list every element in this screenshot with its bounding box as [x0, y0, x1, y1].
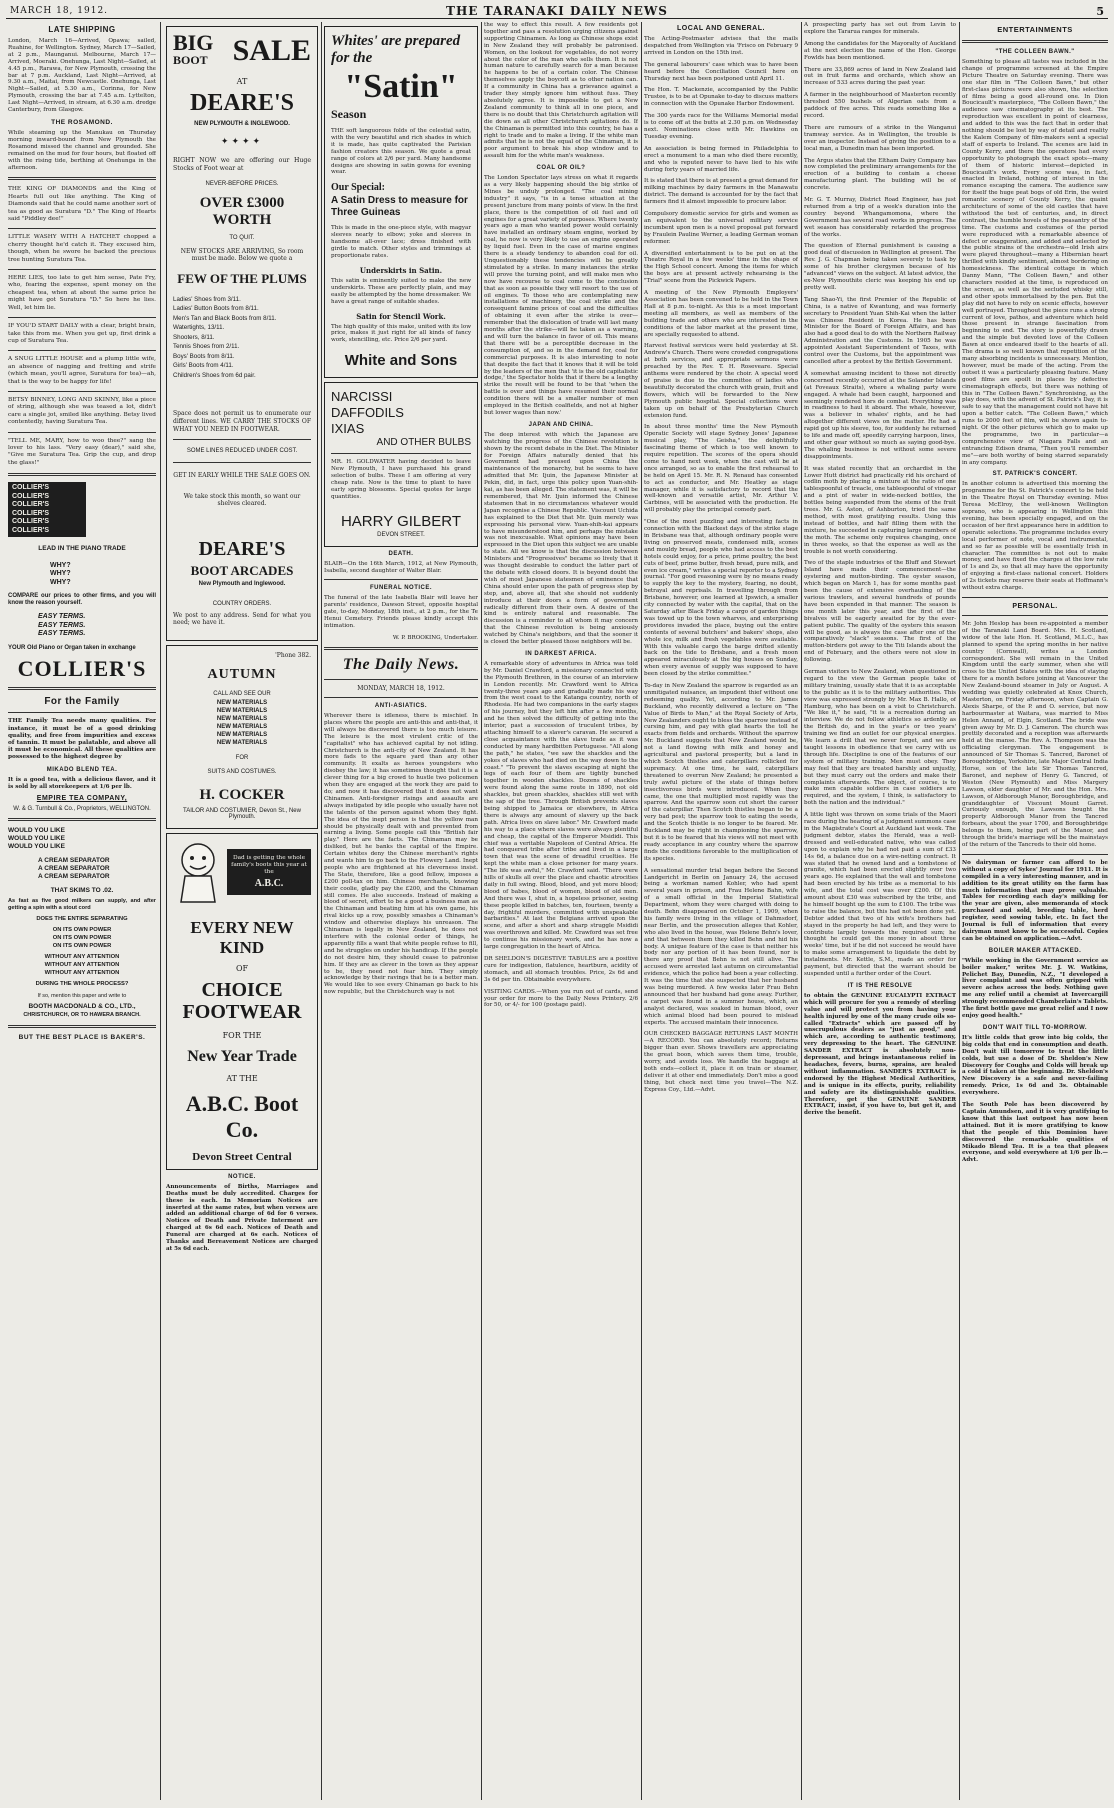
column-4 — [484, 22, 638, 1802]
plum-item: Boys' Boots from 8/11. — [173, 352, 235, 360]
without-attention-line: WITHOUT ANY ATTENTION — [44, 954, 120, 961]
colliers-lead: LEAD IN THE PIANO TRADE — [38, 545, 126, 553]
suratura-ad-7: "TELL ME, MARY, how to woo thee?" sang the lover to his lass. "Very easy (dear)," said she, "Give me Suratura Tea. Grip the cup, and drop the glass!" — [8, 437, 156, 466]
local-para: OUR CHECKED BAGGAGE RETURNS LAST MONTH—A RECORD. You can absolutely record; Returns bigger than ever. Shows travellers are appreciating the great boon, which saves them time, trouble, worry, and avoids loss. We handle the baggage at both ends—collect it, place it on train or steamer, deliver it at other end immediately. Don't miss a good thing, but check next time you travel—The N.Z. Express Coy., Ltd.—Advt. — [644, 1031, 798, 1093]
local-para: The question of Eternal punishment is causing a good deal of discussion in Wellington at present. The Rev. J. G. Chapman being taken severely to task by some of his brother clergymen because of his "advanced" views on the subject. At latest advice, the ex-New Plymouthite cleric was keeping his end up pretty well. — [804, 243, 956, 291]
few-plums-heading: FEW OF THE PLUMS — [177, 270, 307, 286]
new-materials-line: NEW MATERIALS — [216, 699, 268, 706]
st-patrick-heading: ST. PATRICK'S CONCERT. — [992, 471, 1078, 478]
divider — [324, 697, 478, 698]
sykes-journal-advert: No dairyman or farmer can afford to be without a copy of Sykes' Journal for 1911. It is compiled in a very interesting manner, and in addition to its great utility on the farm has much information that may prove valuable. Tables for recording each day's milking for the year are given, also memoranda of stock purchased and sold, breeding table, herd register, seed sowing table, etc. In fact the Journal is full of information that every dairyman must know to be successful. Copies can be obtained on application.—Advt. — [962, 859, 1108, 942]
stock-text: We take stock this month, so want our shelves cleared. — [183, 493, 301, 508]
boot-arcades: BOOT ARCADES — [190, 563, 294, 579]
suits-costumes: SUITS AND COSTUMES. — [207, 768, 277, 775]
without-attention-line: WITHOUT ANY ATTENTION — [44, 962, 120, 969]
country-orders: COUNTRY ORDERS. — [212, 601, 272, 608]
divider — [962, 854, 1108, 855]
satin-dress-heading: A Satin Dress to measure for Three Guineas — [331, 195, 468, 219]
funeral-heading: FUNERAL NOTICE. — [369, 585, 433, 592]
our-special: Our Special: — [331, 182, 385, 194]
plum-item: Watertights, 13/11. — [173, 324, 225, 332]
local-para: German visitors to New Zealand, when questioned in regard to the view the German people take of military training, usually state that it is as acceptable to the public as it is to the military authorities. This view was expressed strongly by Mr. Max B. Hallo, of Hamburg, who has been on a visit to Christchurch. "We like it," he said, "it is a recreation during an interview. We do not follow athletics so ardently as the British do, and in the year's or two years' training we find an outlet for our physical energies. We learn a drill that we never forget, and we are taught lessons in obedience that we carry with us through life. Discipline is one of the features of our system of military training. Men must obey. They may feel that they are treated harshly and unjustly, but they must carry out the orders and make their complaints afterwards. The object, of course, is to make men capable soldiers in case soldiers are required, and the system, I think, is satisfactory to both the nation and the individual." — [804, 669, 956, 807]
column-7 — [962, 22, 1108, 1802]
resolve-heading: IT IS THE RESOLVE — [847, 982, 913, 989]
anti-asiatics-text: Wherever there is idleness, there is mischief. In places where the people are anti-this and anti-that, it will always be discovered there is too much leisure. The leisure is the most virulent critic of the "capitalist" who has achieved capital by not idling. Christchurch is the anti-city of New Zealand. It has more fads to the square yard than any other community. It exalts as heroes youngsters who disobey the law; it has sometimes thought that it is a clever thing for a big crowd to hustle two policemen when they are engaged at the work they are paid to do; and now it has discovered that it does not want Chinamen. Anti-foreigner risings and assaults are always instigated by idle people who usually have not the talents of the person against whom they fight. The idea of the inept person is that the yellow man should be physically dealt with and prevented from earning a living. Some people call this "British fair play." Here are the facts. The Chinaman may be disliked, but he banks the capital of the Empire. Certain whites deny the Chinese merchant's rights and wants him to go back to the Flowery Land. Inept people who are frightened at his cleverness insist. The State, therefore, like a good fellow, imposes a £200 poll-tax on him. Chinese merchants, knowing their coolie, gladly pay the £200, and the Chinaman still comes. He also succeeds. Instead of making a blood of secret, effort to be a good a business man as the Chinaman and beating him at his own game, his rival kicks up a row, possibly smashes a Chinaman's window and otherwise displays his unreason. The Chinaman is legally in New Zealand, he does not interfere with the colonial order of things, he apparently fills a want that white people refuse to fill, and he struggles on under his handicap. If the people do not desire him, they should cease to patronise him. If they are as clever in the town as they appear to be, they need not fear him. They simply acknowledge by their ravings that he is a better man. We would like to see every Chinaman go back to his now republic, but the Christchurch way is not — [324, 713, 478, 996]
space-text: Space does not permit us to enumerate our different lines. WE CARRY THE STOCKS OF WHAT YOU NEED IN FOOTWEAR. — [173, 410, 311, 434]
divider — [8, 317, 156, 318]
big-boot-sale-ad — [166, 26, 318, 641]
boiler-maker-text: "While working in the Government service as boiler maker," writes Mr. J. W. Watkins, Pelichet Bay, Dunedin, N.Z., "I developed a liver complaint and was often gripped with severe aches across the body. Nothing gave me any relief until a chemist at Invercargill strongly recommended Chamberlain's Tablets. The first bottle gave me great relief and I now enjoy good health." — [962, 957, 1108, 1019]
local-para: It is stated that there is at present a great demand for milking machines by dairy farmers in the Manawatu district. The demand is accounted for by the fact that farmers find it almost impossible to procure labor. — [644, 178, 798, 206]
cream-separator-line: A CREAM SEPARATOR — [38, 857, 110, 865]
rosamond-text: While steaming up the Manukau on Thursday morning inward-bound from New Plymouth the Rosamond missed the channel and grounded. She remained on the mud for four hours, but floated off with the rising tide, berthing at Onehunga in the afternoon. — [8, 129, 156, 171]
easy-terms-line: EASY TERMS. — [38, 613, 86, 620]
deares-location: NEW PLYMOUTH & INGLEWOOD. — [194, 121, 290, 127]
anti-asiatics-continued: the way to effect this result. A few residents got together and pass a resolution urging citizens against supporting Chinamen. As long as Chinese shops exist in New Zealand they will probably be patronised. Women, on the lookout for vegetables, do not worry about the color of the man who sells them. It is not human nature to carefully search for a man because he happens to be of a certain color. The Chinese themselves apply the boycott as to other nation can. If a community in China has a grievance against a trader they simply ignore him without fuss. They absolutely agree. It is impossible to get a New Zealand community to think all in one piece, and there is no doubt that this Christchurch agitation will die down as all other Christchurch agitations do. If the Chinaman is permitted into this country, he has a right to trade and to make a living. If the white man admits that he is not the equal of the Chinaman, it is poor argument to break his shop window and to assault him for the white man's weakness. — [484, 22, 638, 160]
underskirts-heading: Underskirts in Satin. — [359, 265, 443, 275]
dont-wait-heading: DON'T WAIT TILL TO-MORROW. — [982, 1024, 1088, 1031]
to-quit: TO QUIT. — [229, 235, 255, 241]
death-text: BLAIR—On the 16th March, 1912, at New Plymouth, Isabella, second daughter of Walter Blair. — [324, 560, 478, 574]
old-piano-text: YOUR Old Piano or Organ taken in exchange — [8, 644, 136, 651]
would-you-like: WOULD YOU LIKE — [8, 827, 65, 835]
anti-asiatics-heading: ANTI-ASIATICS. — [374, 703, 428, 709]
divider — [962, 615, 1108, 616]
suratura-ad-6: BETSY BINNEY, LONG AND SKINNY, like a piece of string, although she was teased a lot, didn't care a single jot, smiled like anything. Betsy lived contentedly, having Suratura Tea. — [8, 396, 156, 426]
own-power-list — [8, 926, 156, 950]
skims-heading: THAT SKIMS TO .02. — [50, 887, 114, 895]
colliers-line: COLLIER'S — [12, 526, 50, 534]
column-rule — [641, 22, 642, 1800]
suratura-ad-3: HERE LIES, too late to get him sense, Pate Fry, who, fearing the expense, spent money on the cheapest tea, when at about the same price he might have got Suratura "D." So here he lies. Well, let him lie. — [8, 275, 156, 311]
own-power-line: ON ITS OWN POWER — [52, 943, 112, 950]
local-para: Mr. G. T. Murray, District Road Engineer, has just returned from a trip of a week's duration into the country beyond Whangamomona, where the Government has several road works in progress. The wet season has considerably retarded the progress of the works. — [804, 197, 956, 238]
divider — [8, 473, 156, 476]
big-boot-lines — [173, 30, 214, 67]
st-patrick-text: In another column is advertised this morning the programme for the St. Patrick's concert to be held in the Theatre Royal on Thursday evening. Miss Teresa McElroy, the well-known Wellington soprano, who is appearing in Wellington this evening, has been specially engaged, and on the occasion of her first appearance here in addition to operatic selections. The programme includes every local performer of note, vocal and instrumental, and so far as possible will be essentially Irish in character. The committee is not out to make money, and have fixed the charges at the low rate of 1s and 2s, so that all may have the opportunity of enjoying a first-class national concert. Holders of 2s tickets may reserve their seats at Hoffmann's without extra charge. — [962, 481, 1108, 592]
rosamond-heading: THE ROSAMOND. — [51, 118, 113, 126]
funeral-text: The funeral of the late Isabella Blair will leave her parents' residence, Dawson Street, opposite hospital gate, to-day, Monday, 18th inst., at 2 p.m., for the Te Henui Cemetery. Friends please kindly accept this intimation. — [324, 595, 478, 630]
why-line: WHY? — [50, 561, 71, 569]
get-in-early: GET IN EARLY WHILE THE SALE GOES ON. — [173, 472, 311, 480]
plum-item: Shooters, 8/11. — [173, 333, 215, 341]
notice-text: Announcements of Births, Marriages and Deaths must be duly accredited. Charges for these is each. In Memoriam Notices are inserted at the same rates, but when verses are added an additional charge of 6d for 6 verses. Notices of Death and Private Interment are charged at 6s 6d each. Notices of Death and Funeral are charged at 6s each. Notices of Thanks and Bereavement Notices are charged at 5s 6d each. — [166, 1183, 318, 1252]
child-figure-icon — [173, 840, 223, 904]
colliers-name-block — [8, 482, 86, 537]
column-3 — [324, 22, 478, 1802]
masthead — [6, 4, 1108, 19]
empire-tea-heading: EMPIRE TEA COMPANY, — [36, 795, 128, 803]
masthead-date: MARCH 18, 1912. — [10, 6, 109, 16]
plum-item: Ladies' Shoes from 3/11. — [173, 295, 241, 303]
abc-boot-co: A.B.C. Boot Co. — [185, 1090, 299, 1142]
bakers-line: BUT THE BEST PLACE IS BAKER'S. — [18, 1034, 146, 1042]
cream-separator-line: A CREAM SEPARATOR — [38, 873, 110, 881]
never-before-prices: NEVER-BEFORE PRICES. — [205, 181, 279, 187]
during-process: DURING THE WHOLE PROCESS? — [35, 981, 129, 988]
death-heading: DEATH. — [388, 550, 414, 557]
every-new: EVERY NEW — [190, 917, 294, 937]
sheldon-advert: DR SHELDON'S DIGESTIVE TABULES are a positive cure for indigestion, flatulence, heartburn, acidity of stomach, and all stomach troubles. Price, 2s 6d and 3s 6d per tin. Obtainable everywhere. — [484, 956, 638, 983]
right-now-text: RIGHT NOW we are offering our Huge Stocks of Foot wear at — [173, 157, 311, 172]
new-stocks-text: NEW STOCKS ARE ARRIVING, So room must be made. Below we quote a — [180, 248, 304, 262]
divider — [324, 679, 478, 680]
japan-china-heading: JAPAN AND CHINA. — [528, 421, 594, 428]
mikado-text: It is a good tea, with a delicious flavor, and it is sold by all storekeepers at 1/6 per lb. — [8, 776, 156, 790]
colliers-line: COLLIER'S — [12, 484, 50, 492]
late-shipping-heading: LATE SHIPPING — [48, 25, 116, 34]
visiting-cards-advert: VISITING CARDS.—When you run out of cards, send your order for more to the Daily News Printery. 2/6 for 50, or 4/- for 100 (postage paid). — [484, 988, 638, 1009]
plum-item: Men's Tan and Black Boots from 8/11. — [173, 314, 277, 322]
colliers-line: COLLIER'S — [12, 492, 50, 500]
at-word: AT — [236, 77, 248, 86]
choice-word: CHOICE — [201, 978, 283, 1001]
plum-item: Ladies' Button Boots from 8/11. — [173, 305, 259, 313]
local-para: "One of the most puzzling and interesting facts in connection with the Blackest days of the strike stage in Brisbane was that, although ordinary people were living on preserved meats, condensed milk, scones and mouldy bread, people who had access to the best hotels could enjoy, for a price, prime poultry, the best cuts of beef, prime butter, fresh bread, pure milk, and even ice cream," writes a special reporter to a Sydney journal. "For good reasoning were by no means ready to supply the key to the mystery, fearing, no doubt, betrayal and reprisals. In travelling through from Brisbane, however, one learned at Ipswich, a smaller city connected by water with the capital, that on the Saturday after Black Friday a cargo of garden things was towed up to the town wharves, and enterprising providores invaded the place, buying out the entire contents of several butchers' and bakers' shops, also whole ice, milk and fresh vegetables were available. With this valuable cargo the barge drifted silently back on the tide to Brisbane, and a fresh moon appeared miraculously at the big houses on Sunday, when every avenue of supply was supposed to have been closed by the strike committee." — [644, 519, 798, 678]
local-para: It was stated recently that an orchardist in the Lower Hutt district had practically rid his orchard of codlin moth by placing a mixture at the ratio of one tablespoonful of treacle, one tablespoonful of vinegar and a pint of water in wide-necked bottles, the bottles being suspended from the stems of the fruit trees. Mr. G. Aston, of Ashburton, tried the same method, with most gratifying results. Using this instead of bottles, and half filling them with the mixture, he succeeded in capturing large numbers of the moth. The scheme only requires changing, once in three weeks, so that the expense as well as the trouble is not worth considering. — [804, 465, 956, 555]
local-para: The general labourers' case which was to have been heard before the Conciliation Council here on Thursday next has been postponed until April 11. — [644, 61, 798, 82]
skims-text: As fast as five good milkers can supply, and after getting a spin with a stout cord — [8, 898, 156, 912]
for-family-heading: For the Family — [44, 696, 120, 708]
column-6 — [804, 22, 956, 1802]
of-word: OF — [235, 963, 249, 973]
personal-heading: PERSONAL. — [1012, 602, 1058, 610]
local-para: An association is being formed in Philadelphia to erect a monument to a man who died there recently, and who is reputed never to have lied to his wife during forty years of married life. — [644, 145, 798, 173]
why-list — [50, 562, 156, 588]
suratura-ad-1: THE KING OF DIAMONDS and the King of Hearts full out like anything. The King of Diamonds said that he could name another sort of tea as good as Suratura "D." The King of Hearts said "Piddley dee!" — [8, 186, 156, 223]
whites-satin-ad — [324, 26, 478, 378]
at-the: AT THE — [226, 1073, 258, 1083]
reduced-under-cost: SOME LINES REDUCED UNDER COST. — [186, 448, 298, 455]
divider — [8, 1025, 156, 1028]
new-materials-line: NEW MATERIALS — [216, 715, 268, 722]
local-para: Among the candidates for the Mayoralty of Auckland at the next election the name of the Hon. George Fowlds has been mentioned. — [804, 40, 956, 61]
column-2 — [166, 22, 318, 1802]
abc-small: A.B.C. — [254, 877, 284, 889]
local-para: There are 33,869 acres of land in New Zealand laid out in fruit farms and orchards, which show an increase of 533 acres during the past year. — [804, 66, 956, 87]
colliers-line: COLLIER'S — [12, 509, 50, 517]
column-1 — [8, 22, 156, 1802]
local-para: A farmer in the neighbourhood of Masterton recently threshed 550 bushels of Algerian oats from a paddock of five acres. This reads something like a record. — [804, 92, 956, 119]
local-para: The 300 yards race for the Williams Memorial medal is to come off at the butts at 2.30 p.m. on Wednesday next. Nominations close with Mr. Hawkins on Tuesday evening. — [644, 113, 798, 140]
new-materials-line: NEW MATERIALS — [216, 707, 268, 714]
dad-text: Dad is getting the whole family's boots this year at the — [231, 854, 307, 875]
mention-paper: If so, mention this paper and write to — [37, 993, 127, 1000]
colleen-heading: "THE COLLEEN BAWN." — [995, 49, 1075, 55]
divider — [8, 687, 156, 690]
daily-news-flag: The Daily News. — [342, 656, 460, 673]
satin-word: "Satin" — [344, 68, 458, 105]
abc-boot-ad — [166, 833, 318, 1170]
new-materials-list — [173, 699, 311, 747]
arcades-location: New Plymouth and Inglewood. — [198, 581, 286, 588]
white-and-sons: White and Sons — [344, 352, 458, 370]
local-para: Two of the staple industries of the Bluff and Stewart Island have made their commencement—the oystering and mutton-birding. The oyster season, which began on March 1, has for some months past been the cause of extensive overhauling of the various trawlers, and several hundreds of pounds have been expended in that manner. The season is one month later this year, and the first of the bivalves will be eagerly awaited for by the ever-patient public. The quality of the oysters this season will be good, as is always the case after one of the comparatively "slack" seasons. The first of the mutton-birders got away to the Titi Islands about the end of February, and the others were not slow in following. — [804, 560, 956, 664]
south-pole-advert: The South Pole has been discovered by Captain Amundsen, and it is very gratifying to know that this last outpost has now been attained. But it is more gratifying to know that the people of this Dominion have discovered the remarkable qualities of Mikado Blend Tea. It is a tea that pleases everyone, and sold everywhere at 1/6 per lb.—Advt. — [962, 1102, 1108, 1164]
divider — [962, 40, 1108, 43]
dad-bubble — [227, 849, 311, 895]
page-number: 5 — [1096, 5, 1104, 18]
suratura-ad-4: IF YOU'D START DAILY with a clear, bright brain, take this from me. When you get up, first drink a cup of Suratura Tea. — [8, 323, 156, 344]
other-bulbs: AND OTHER BULBS — [376, 437, 471, 449]
colliers-line: COLLIER'S — [12, 501, 50, 509]
mikado-heading: MIKADO BLEND TEA. — [46, 766, 118, 773]
footwear-word: FOOTWEAR — [182, 1000, 302, 1023]
local-para: There are rumours of a strike in the Wanganui tramway service. As in Wellington, the trouble is over an inspector. Instead of giving the position to a local man, a Dunedin man has been imported. — [804, 124, 956, 152]
cocker-subtitle: TAILOR AND COSTUMIER, Devon St., New Plymouth. — [183, 807, 301, 820]
empire-tea-proprietors: W. & G. Turnbull & Co., Proprietors, WELLINGTON. — [13, 806, 151, 813]
deares-name-2: DEARE'S — [198, 538, 286, 561]
bulbs-ad — [324, 382, 478, 546]
boot-word: BOOT — [173, 53, 208, 67]
own-power-line: ON ITS OWN POWER — [52, 927, 112, 934]
underskirts-text: This satin is eminently suited to make the new underskirts. These are perfectly plain, and may easily be attempted by the home dressmaker. We have a great range of suitable shades. — [331, 277, 471, 305]
colliers-logo: COLLIER'S — [17, 656, 147, 682]
local-para: A prospecting party has set out from Levin to explore the Tararua ranges for minerals. — [804, 22, 956, 35]
boiler-maker-heading: BOILER MAKER ATTACKED. — [988, 947, 1082, 954]
local-para: In about three months' time the New Plymouth Operatic Society will stage Sydney Jones' Japanese musical play, "The Geisha," the delightfully fascinating theme of which is too well known to require repetition. The scores of the opera should come to hand next week, when the cast will be at once arranged, so as to enable the first rehearsal to be held on April 15. Mr. R. N. Renaud has consented to act as conductor, and Mr. Heatley as stage manager, while it is satisfactory to record that the well-known and versatile artist, Mr. Arthur V. Carbines, will be associated with the production. He will probably play the principal comedy part. — [644, 424, 798, 514]
divider — [173, 462, 311, 463]
ixias: IXIAS — [331, 421, 365, 437]
bulbs-text: MR. H. GOLDWATER having decided to leave New Plymouth, I have purchased his grand selection of bulbs. These I am offering at very cheap rate. Now is the time to plant to have early spring blossoms. Special quotes for large quantities. — [331, 459, 471, 500]
darkest-africa-text: A remarkable story of adventures in Africa was told by Mr. Daniel Crawford, a missionary connected with the Plymouth Brethren, in the course of an interview in London recently. Mr. Crawford went to Africa twenty-three years ago and gradually made his way from the west coast to the Katanga country, north of Rhodesia. He had two companions in the early stages of his journey, but they left him after a few months, and he then solved the difficulty of getting into the interior, past a succession of truculent tribes, by attaching himself to a slaver's caravan. He secured a close acquaintance with the slave trade as it was conducted by many hardbitten Portuguese. "All along the path," he states, "we saw the shackles and the yokes of slaves who had died on the way down to the coast." "To prevent the slaves escaping at night the legs of each four of them are tightly bunched together in wooden shackles. Dozens of shackles were found along the same route in 1890, not old shackles, but green shackles, shackles still wet with the sap of the tree. Through British prevents slaves being shipped to Jamaica or elsewhere, in Africa there is always any amount of slavery up the back path. Africa lives on slave labor." Mr. Crawford made his way to a place where slaves were always plentiful and cheap, the capital of the Emperor Msididi. This chief was a veritable Napoleon of Central Africa. He had conquered tribe after tribe and lived in a large town that was the scene of dreadful cruelties. He kept the white man a close prisoner for many years. "The life was awful," Mr. Crawford said. "There were hills of skulls all over the place and chaotic atrocities daily in full swing. Blood, blood, and yet more blood; blood of babes, blood of women, blood of old men. And there was I, shut in, a hopeless prisoner, seeing these people killed in batches, ten, fourteen, twenty a day, frightful murders, committed with unspeakable barbarities." At last the Belgians arrived upon the scene, and after a short and sharp struggle Msididi was overthrown and killed. Mr. Crawford was set free to continue his missionary work, and he has now a large congregation in the heart of Africa. — [484, 660, 638, 951]
divider — [331, 453, 471, 454]
local-para: The Hon. T. Mackenzie, accompanied by the Public Trustee, is to be at Opunake to-day to discuss matters in connection with the Opunake Harbor Endowment. — [644, 87, 798, 108]
newspaper-page — [6, 4, 1108, 1804]
new-year-trade: New Year Trade — [187, 1047, 297, 1065]
divider — [8, 269, 156, 270]
new-materials-line: NEW MATERIALS — [216, 731, 268, 738]
column-rule — [321, 22, 322, 1800]
divider — [962, 597, 1108, 598]
phone-number: 'Phone 382. — [275, 651, 311, 659]
cocker-ad — [166, 645, 318, 829]
local-para: A meeting of the New Plymouth Employers' Association has been convened to be held in the Town Hall at 8 p.m. to-night. As this is a most important meeting all members, as well as members of the building trade and others who are interested in the conditions of the labor market at the present time, are specially requested to attend. — [644, 290, 798, 338]
new-materials-line: NEW MATERIALS — [216, 739, 268, 746]
local-para: To-day in New Zealand the sparrow is regarded as an unmitigated nuisance, an impudent thief without one redeeming quality. Yet, according to Mr. James Buckland, who recently delivered a lecture on "The Value of Birds to Man," at the Royal Society of Arts, New Zealanders ought to bless the sparrow instead of cursing him, and pay with glad hearts the toll he exacts from fields and orchards. Without the sparrow Mr. Buckland suggests that New Zealand would be, not a land flowing with milk and honey and agricultural and pastoral prosperity, but a land in which Scotch thistles and caterpillars rollicked for supremacy. At one time, he said, caterpillars threatened to overrun New Zealand; he presented a truly awful picture of the state of things before insectivorous birds were introduced. When they came, the one that multiplied most rapidly was the sparrow. And the sparrow soon cut short the career of the caterpillar. Then Scotch thistles began to be a very bad pest; the sparrow took to eating the seeds, and the Scotch thistle is no longer to be feared. Mr. Buckland may be right in championing the sparrow, but it is to be feared that his views will not meet with ready acceptance in any country where the sparrow finds the conditions favorable to the multiplication of its species. — [644, 683, 798, 862]
column-rule — [160, 22, 161, 1800]
call-and-see: CALL AND SEE OUR — [213, 690, 271, 697]
easy-terms-line: EASY TERMS. — [38, 630, 86, 637]
column-rule — [801, 22, 802, 1800]
plum-item: Children's Shoes from 6d pair. — [173, 371, 256, 379]
kind-word: KIND — [219, 937, 265, 957]
local-para: Compulsory domestic service for girls and women as an equivalent to the universal military service incumbent upon men is a novel proposal put forward by Fraulein Pauline Werner, a leading German woman reformer. — [644, 211, 798, 245]
local-para: A somewhat amusing incident to those not directly concerned recently occurred at the Solander Islands (at Foveaux Straits), where a whaling party were engaged. A whale had been caught, harpooned and seemingly rendered hors de combat. Everything was in readiness to haul it aboard. The whale, however, was a believer in whales' rights, and he had altogether different views on the matter. He had a rapid got up his sleeve, too, for suddenly he returned to life and made off, speedily carrying harpoon, lines, and other gear without so much as saying good-bye. The whaling business is not without some severe disappointments. — [804, 370, 956, 460]
entire-separating: DOES THE ENTIRE SEPARATING — [36, 916, 128, 923]
harry-street: DEVON STREET. — [377, 531, 425, 538]
sale-word: SALE — [232, 34, 311, 67]
personal-text: Mr. John Heslop has been re-appointed a member of the Taranaki Land Board. Mrs. H. Scotland, widow of the late Hon. H. Scotland, M.L.C., has planned to spend the spring months in her native country (Cornwall), writes a London correspondent. She will remain in the United Kingdom until the early summer, when she will cross to the United States with the idea of staying there for a month before joining at Vancouver the New Zealand-bound steamer in July or August. A wedding was quietly celebrated at Knox Church, Masterton, on Friday afternoon, when Captain G. Alexis Sharpe, of the P. and O. service, but now harbourmaster at Waitara, was married to Miss Helen Annand, of Elgin, Scotland. The bride was given away by Mr. D. J. Cameron. The church was prettily decorated and a reception was afterwards held at the manse. The Rev. A. Thompson was the officiating clergyman. The engagement is announced of Sir Thomas S. Tancred, Baronet of Boroughbridge, Yorkshire, late Major Central India Horse, son of the late Sir Thomas Tancred, Baronet, and nephew of Henry G. Tancred, of Weston (New Plymouth) and Miss Margery Lawson, elder daughter of Mr. and the Hon. Mrs. Lawson, of Aldborough Manor, Boroughbridge, and granddaughter of Viscount Mount Garret. Curiously enough, the Lawsons bought the property Aldborough Manor from the Tancred forbears, about the year 1700, and Boroughbridge belongs to them, being part of the Manor, and through the bride's marriage will be the mainstays of the return of the Tancreds to their old home. — [962, 620, 1108, 848]
why-line: WHY? — [50, 570, 71, 578]
undertaker: W. P. BROOKING, Undertaker. — [392, 635, 478, 641]
for-the: FOR THE — [222, 1030, 262, 1040]
devon-street-central: Devon Street Central — [192, 1150, 292, 1163]
easy-terms-list — [38, 613, 156, 639]
season-text: THE soft languorous folds of the celestial satin, with the very beautiful and rich shades in which it is made, has quite captivated the Parisian fashion creators this season. We quote a great range of colors at 2/6 per yard. Many handsome designs are showing in satin gowns for evening wear. — [331, 128, 471, 176]
ornament: ✦✦✦✦ — [220, 137, 264, 147]
divider — [8, 818, 156, 821]
local-para: Tang Shao-Yi, the first Premier of the Republic of China, is a native of Kwantung, and was formerly secretary to President Yuan Shih-Kai when the latter was Chinese Resident in Korea. He has been Minister for the Board of Foreign Affairs, and has also had a good deal to do with the Northern Railway Administration and the Customs. In 1905 he was appointed Assistant Superintendent of Taxes, with control over the Customs, but the appointment was cancelled after a protest by the British Government. — [804, 296, 956, 365]
local-para: The Argus states that the Eltham Dairy Company has now completed the preliminary arrangements for the erection of a building to contain a cheese manufacturing plant. The building will be of concrete. — [804, 157, 956, 192]
stencil-text: The high quality of this make, united with its low price, makes it just right for all kinds of fancy work, stencilling, etc. Price 2/6 per yard. — [331, 323, 471, 344]
abc-header — [173, 840, 311, 904]
column-rule — [481, 22, 482, 1800]
divider — [8, 432, 156, 433]
big-word: BIG — [173, 30, 214, 55]
divider — [324, 647, 478, 650]
season-word: Season — [331, 107, 367, 121]
local-para: A little light was thrown on some trials of the Maori race during the hearing of a judgment summons case in the Magistrate's Court at Auckland last week. The judgment debtor, states the Herald, was a well-dressed and well-educated native, who was called upon to explain why he had not paid a sum of £33 14s 6d, a balance due on a wire-netting contract. It was stated that he owned land and a tombstone of granite, which had been erected slightly over two years ago. He explained that the wall and tombstone had been erected by his tribe as a memorial to his wife, and the total cost was over £200. Of this amount about £30 was subscribed by the tribe, and he himself bought up the sum to £100. The tribe was to raise the balance, but this had not been done yet. Debtor added that two of his wife's brothers had stayed in the property he had left, and they were to contribute largely towards the required sum; he thought he could get the money in about three weeks' time, but if he did not succeed he would have to make some arrangement to liquidate the debt by instalments. Mr. Kettle, S.M., made an order for payment, but directed that the warrant should be suspended until a further order of the Court. — [804, 812, 956, 977]
family-tea-text: THE Family Tea needs many qualities. For instance, it must be of a good drinking quality, and free from impurities and excess of tannin. It must be palatable, and above all it must be economical. All these qualities are possessed to the highest degree by — [8, 718, 156, 761]
without-attention-list — [8, 953, 156, 977]
colliers-line: COLLIER'S — [12, 518, 50, 526]
new-materials-line: NEW MATERIALS — [216, 723, 268, 730]
local-para: Harvest festival services were held yesterday at St. Andrew's Church. There were crowded congregations at both services, and appropriate sermons were preached by the Rev. T. H. Roseveare. Special anthems were rendered by the choir. A special word of praise is due to the committee of ladies who beautifully decorated the church with grain, fruit and flowers, which will be forwarded to the New Plymouth public hospital. Special collections were taken up on behalf of the Presbyterian Church extension fund. — [644, 343, 798, 419]
local-general-heading: LOCAL AND GENERAL. — [677, 25, 765, 32]
daffodils: DAFFODILS — [331, 405, 404, 421]
column-rule — [959, 22, 960, 1800]
masthead-title: THE TARANAKI DAILY NEWS — [446, 4, 668, 18]
plums-list — [173, 295, 311, 381]
cream-separator-line: A CREAM SEPARATOR — [38, 865, 110, 873]
separator-list — [38, 857, 156, 881]
coal-oil-text: The London Spectator lays stress on what it regards as a very likely happening should the big strike of Mines be unduly prolonged. "The coal mining industry" it says, "is in a tense situation at the present juncture from many points of view. In the first place, there is the competition of oil fuel and oil engines for a great variety of purposes. Where twenty years ago a man who wanted power would certainly have installed an ordinary steam engine, worked by coal, he now is very likely to use an engine operated by liquid fuel. Even in the case of marine engines there is a steady tendency to abandon coal for oil. Unquestionably these tendencies will be greatly stimulated by a strike. In many instances the strike will prove the turning point, and will make men who now have recourse to coal come to the conclusion that as soon as possible they will resort to the use of oil engines. To those who are contemplating new installations of machinery, the coal strike and the consequent famine prices of coal and the difficulties of obtaining it even after the strike is over—remember that the dislocation of trade will last many months after the strike—will be taken as a warning, and will turn the balance in favor of oil. This means that there will be a perceptible decrease in the consumption of, and so in the demand for, coal for commercial purposes. It is also interesting to note that despite the fact that it knows that it will be told by the leaders of the men that 'it is the old capitalistic dodge,' the Spectator holds that if there be a lengthy strike the result will be found to be that 'when the battle is over and things have resumed their normal condition there will be a smaller number of men employed in the British coalfields, and not at higher but lower wages than now.' — [484, 175, 638, 416]
cocker-name: H. COCKER — [199, 786, 285, 803]
column-5 — [644, 22, 798, 1802]
post-text: We post to any address. Send for what you need; we have it. — [173, 612, 311, 626]
stencil-heading: Satin for Stencil Work. — [356, 311, 446, 321]
dont-wait-text: It's little colds that grow into big colds, the big colds that end in consumption and death. Don't wait till tomorrow to treat the little colds, but use a dose of Dr. Sheldon's New Discovery for Coughs and Colds will break up a cold if taken at the beginning. Dr. Sheldon's New Discovery is a safe and never-failing remedy. Price, 1s 6d and 3s. Obtainable everywhere. — [962, 1034, 1108, 1097]
suratura-ad-5: A SNUG LITTLE HOUSE and a plump little wife, an absence of nagging and fretting and strife (which mean, you'll agree, Suratura for tea)—ah, that is the way to be happy for life! — [8, 356, 156, 385]
local-para: The Acting-Postmaster advises that the mails despatched from Wellington via 'Frisco on February 9 arrived in London on the 15th inst. — [644, 36, 798, 56]
easy-terms-line: EASY TERMS. — [38, 621, 86, 629]
autumn-heading: AUTUMN — [207, 666, 277, 682]
colliers-ad — [8, 482, 156, 681]
plum-item: Tennis Shoes from 2/11. — [173, 343, 240, 351]
divider — [173, 439, 311, 440]
issue-date: MONDAY, MARCH 18, 1912. — [357, 685, 445, 692]
divider — [8, 712, 156, 713]
plum-item: Girls' Boots from 4/11. — [173, 362, 234, 370]
own-power-line: ON ITS OWN POWER — [52, 935, 112, 942]
without-attention-line: WITHOUT ANY ATTENTION — [44, 970, 120, 977]
big-boot-sale-header — [173, 30, 311, 67]
divider — [8, 177, 156, 180]
narcissi: NARCISSI — [331, 389, 393, 405]
late-shipping-text: London, March 16—Arrived, Opawa; sailed, Ruahine, for Wellington. Sydney, March 17—Sailed, at 2 p.m., Maunganui. Melbourne, March 17—Arrived, Moeraki. Onehunga, Last Night—Sailed, at 4.45 p.m., Rarawa, for New Plymouth, crossing the bar at 7 p.m. Auckland, Last Night—Arrived, at 9.30 a.m., Maitai, from Newcastle. Onehunga, Last Night—Sailed, at 5.30 a.m., Corinna, for New Plymouth, crossing the bar at 7.45 a.m. Lyttelton, Last Night—Arrived, in stream, at 6.30 a.m. dredge Canterbury, from Glasgow. — [8, 38, 156, 114]
would-you-like: WOULD YOU LIKE — [8, 835, 65, 843]
would-you-like: WOULD YOU LIKE — [8, 843, 65, 851]
deares-name: DEARE'S — [189, 90, 295, 116]
divider — [8, 391, 156, 392]
dress-text: This is made in the one-piece style, with magyar sleeves nearly to elbow; yoke and sleeves in handsome all-over lace; dress finished with girdle to match. Other styles and trimmings at proportionate rates. — [331, 225, 471, 259]
colleen-text: Something to please all tastes was included in the change of programme screened at the Empire Picture Theatre on Saturday evening. There was one star film in "The Colleen Bawn," but other first-class pictures were also shown, the selection of films being a good all-round one. In Dion Boucicault's masterpiece, "The Colleen Bawn," the audience saw cinematography at its best. The reproduction was excellent in point of clearness, and added to this was the fact that in order that nothing should be lost by way of detail and reality the Kalem Company of film-makers sent a special staff of experts to Ireland. The scenes are laid in County Kerry, and there the operators had every opportunity to photograph the exact spots—many of them of historic interest—depicted in Boucicault's work. Every scene was, in fact, enacted in Ireland, nothing of interest in the romance escaping the camera. The audience saw for itself the huge peat bogs of old Erin, the weird romantic scenery of County Kerry, the quaint architecture of some of the old castles that have withstood the test of centuries, and, in direct contrast, the humble hovels of the peasantry of the time. The customs and costumes of the period were reproduced with a remarkable absence of defect or exaggeration, and added and selected by the public strains of the orchestra—old Irish airs were played throughout—many a Hibernian heart thrilled with kindly sentiment, almost bordering on homesickness. The identical cottage in which Danny Mann, "The Colleen Bawn," and other characters resided at the time, is reproduced on the screen, as well as the secluded whisky still, and other spots immortalised by the pen. But the play did not have to rely on scenic effects, however well portrayed. Throughout the piece runs a strong current of love, pathos, and adventure which held those present in strange fascination from beginning to end. The story is powerfully drawn and the simple but devoted love of the Colleen Bawn at once endeared itself to the hearts of all. The drama is so well known that repetition of the many absorbing incidents is unnecessary. Mention, however, must be made of the acting. From the outset it was a particularly pleasing feature. Many good films are spoilt in places by defective cinematograph effects, but there was nothing of this in "The Colleen Bawn." Synchronising, as the play does, with the advent of St. Patrick's Day, it is safe to say that the management could not have hit upon a better catch. "The Colleen Bawn," which runs to 2000 feet of film, will be shown again to-night. Of the other pictures which go to make up the programme, two in particular—a comprehensive view of Niagara Falls and an entrancing Edison drama, "Then you'll remember me"—are both worthy of being starred separately in any company. — [962, 59, 1108, 466]
booth-macdonald: BOOTH MACDONALD & CO., LTD., — [28, 1003, 136, 1011]
for-word: FOR — [235, 754, 249, 761]
divider — [8, 228, 156, 229]
coal-oil-heading: COAL OR OIL? — [536, 165, 586, 172]
booth-address: CHRISTCHURCH, OR TO HAWERA BRANCH. — [23, 1012, 141, 1019]
compare-text: COMPARE our prices to other firms, and you will know the reason yourself. — [8, 593, 156, 607]
harry-gilbert: HARRY GILBERT — [340, 512, 462, 530]
cream-separator-ad — [8, 827, 156, 1019]
suratura-ad-2: LITTLE WASHY WITH A HATCHET chopped a cherry thought he'd catch it. They excused him, though, when he swore he backed the precious tree hunting Suratura Tea. — [8, 234, 156, 263]
japan-china-text: The deep interest with which the Japanese are watching the progress of the Chinese revolution is shown by the recent debate in the Diet. The Minister for Foreign Affairs naturally denied that his Government had pressed upon China the maintenance of the monarchy, but he seems to have admitted that Mr. Ijuin, the Japanese Minister at Pekin, did, in fact, urge this policy upon Yuan-shih-kai, as has been alleged. The statement was, it will be remembered, that Mr. Ijuin informed the Chinese statesmen that in no circumstances whatever would Japan recognise a Chinese Republic. Viscount Uchida has explained to the Diet that Mr. Ijuin merely was expressing his personal view. Yuan-shih-kai appears to have misunderstood him, and perhaps the mistake was not inexcusable. What opinions may have been expressed in the Diet upon this subject we are unable to state. All we know is that the discussion between Ministers and "Progressives" became so lively that it was thought desirable to conduct the latter part of the debate with closed doors. It is beyond doubt the wish of most Japanese statesmen of eminence that China should enter upon the path of progress step by step, and, above all, that she should not suddenly introduce at their doors a form of government radically different from their own. A desire of the kind is entirely natural and reasonable. The discussion is a reminder to all whom it may concern that the Chinese revolution is being anxiously watched by China's neighbors, and that the sooner it is closed the better pleased those neighbors will be. — [484, 431, 638, 646]
notice-heading: NOTICE. — [228, 1173, 256, 1180]
divider — [324, 579, 478, 580]
resolve-text: to obtain the GENUINE EUCALYPTI EXTRACT which will procure for you a remedy of sterling value and will protect you from having your health injured by one of the many crude oils so-called "Extracts" which are passed off by unscrupulous dealers as "just as good," and which are, according to authentic testimony, very depressing to the heart. The GENUINE SANDER EXTRACT is absolutely non-depressant, and brings instantaneous relief in headaches, fevers, burns, sprains, are healed without inflammation. SANDER'S EXTRACT is endorsed by the Highest Medical Authorities, and is unique in its effects, purity, reliability and safety are its distinguishable qualities. Therefore, get the GENUINE SANDER EXTRACT, insist, if you have to, but get it, and derive the benefit. — [804, 992, 956, 1117]
over-3000: OVER £3000 WORTH — [199, 195, 285, 228]
local-para: A diversified entertainment is to be put on at the Theatre Royal in a few weeks' time in the shape of the High School concert. Among the items for which the boys are at present actively rehearsing is the "Trial" scene from the Pickwick Papers. — [644, 250, 798, 285]
local-para: A sensational murder trial began before the Second Landgericht in Berlin on January 24, the accused being a workman named Kohler, who had spent several years in prison, and Frau Helene Bahn, wife of a small official in the Imperial Statistical Department, whom they were charged with doing to death. Behn disappeared on October 1, 1909, when his family were living in the village of Dahmsdorf, near Berlin, and the prosecution alleges that Kohler, who also lived in the house, was Helene Behn's lover, and that between them they killed Behn and hid his body. A unique feature of the case is that neither his body nor any portion of it has been found, nor is there any proof that Behn is not still alive. The accused were arrested last autumn on circumstantial evidence, which the police had been a year collecting. It was the time that she suspected that her husband was being murdered. A few weeks later Frau Behn announced that her husband had gone away. Further, a carpet was found in a summer house, which, an analyst declared, was soaked in human blood, over which animal blood had been poured to mislead experts. The accused maintain their innocence. — [644, 867, 798, 1026]
whites-prepared: Whites' are prepared for the — [331, 33, 461, 66]
divider — [8, 350, 156, 351]
entertainments-heading: ENTERTAINMENTS — [997, 25, 1073, 34]
why-line: WHY? — [50, 578, 71, 586]
darkest-africa-heading: IN DARKEST AFRICA. — [525, 650, 597, 657]
